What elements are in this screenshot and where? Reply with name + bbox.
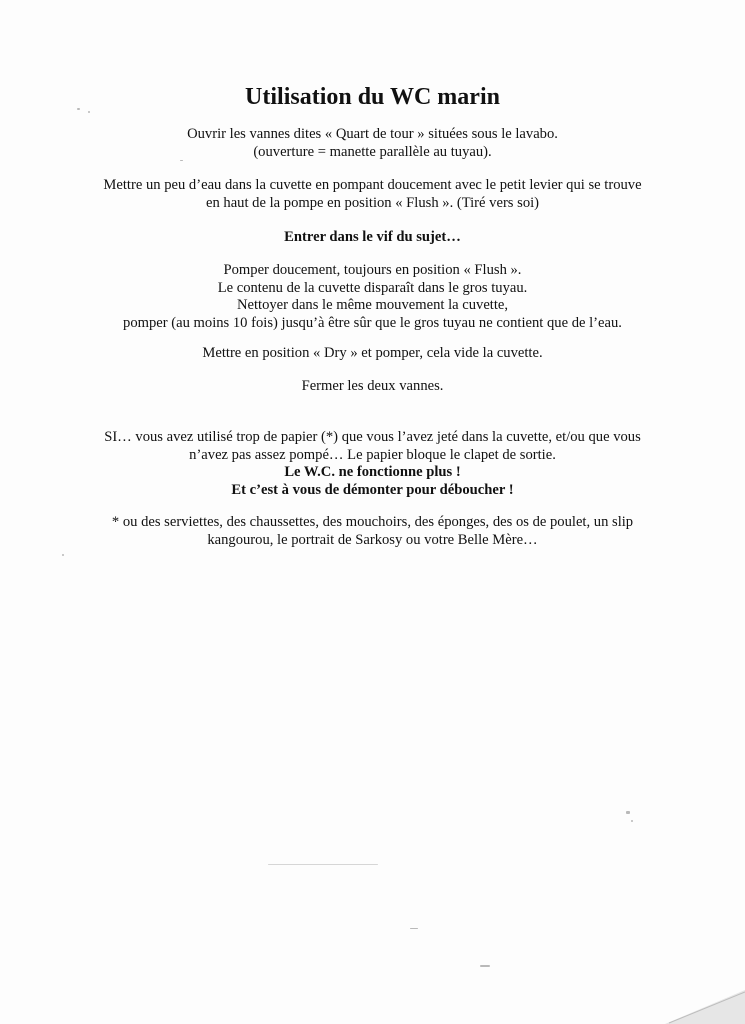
warning-paragraph: [60, 429, 685, 499]
scan-speck: [62, 554, 64, 556]
text-line: n’avez pas assez pompé… Le papier bloque le clapet de sortie.: [189, 446, 556, 463]
warning-bold-line: Le W.C. ne fonctionne plus !: [284, 464, 461, 480]
scan-speck: [77, 108, 80, 110]
text-line: pomper (au moins 10 fois) jusqu’à être sûr que le gros tuyau ne contient que de l’eau.: [123, 314, 622, 331]
paragraph-dry-mode: Mettre en position « Dry » et pomper, cela vide la cuvette.: [202, 345, 543, 361]
scan-speck: [631, 820, 633, 822]
text-line: en haut de la pompe en position « Flush ». (Tiré vers soi): [205, 194, 540, 211]
folded-corner-shadow: [665, 990, 745, 1024]
text-line: Le contenu de la cuvette disparaît dans le gros tuyau.: [217, 279, 528, 296]
scan-speck: [480, 965, 490, 967]
text-line: (ouverture = manette parallèle au tuyau).: [253, 143, 492, 160]
text-line: Nettoyer dans le même mouvement la cuvette,: [236, 297, 509, 313]
warning-bold-line: Et c’est à vous de démonter pour déboucher !: [231, 481, 514, 498]
scan-speck: [268, 864, 378, 865]
footnote: [60, 514, 685, 549]
document-title: Utilisation du WC marin: [245, 84, 500, 110]
scan-speck: [626, 811, 630, 814]
paragraph-close-valves: Fermer les deux vannes.: [301, 378, 444, 394]
paragraph-pump-instructions: [60, 262, 685, 332]
scan-speck: [410, 928, 418, 929]
text-line: Ouvrir les vannes dites « Quart de tour » situées sous le lavabo.: [187, 126, 558, 142]
scan-speck: [88, 111, 90, 113]
paragraph-open-valves: [60, 126, 685, 161]
text-line: * ou des serviettes, des chaussettes, des mouchoirs, des éponges, des os de poulet, un slip: [111, 514, 634, 530]
paragraph-fill-bowl: [60, 177, 685, 212]
subheading: Entrer dans le vif du sujet…: [284, 229, 461, 245]
scan-speck: [180, 160, 183, 161]
text-line: Pomper doucement, toujours en position « Flush ».: [223, 262, 522, 278]
text-line: kangourou, le portrait de Sarkosy ou votre Belle Mère…: [207, 531, 538, 548]
text-line: SI… vous avez utilisé trop de papier (*) que vous l’avez jeté dans la cuvette, et/ou que vous: [104, 429, 641, 445]
text-line: Mettre un peu d’eau dans la cuvette en pompant doucement avec le petit levier qui se trouve: [103, 177, 642, 193]
